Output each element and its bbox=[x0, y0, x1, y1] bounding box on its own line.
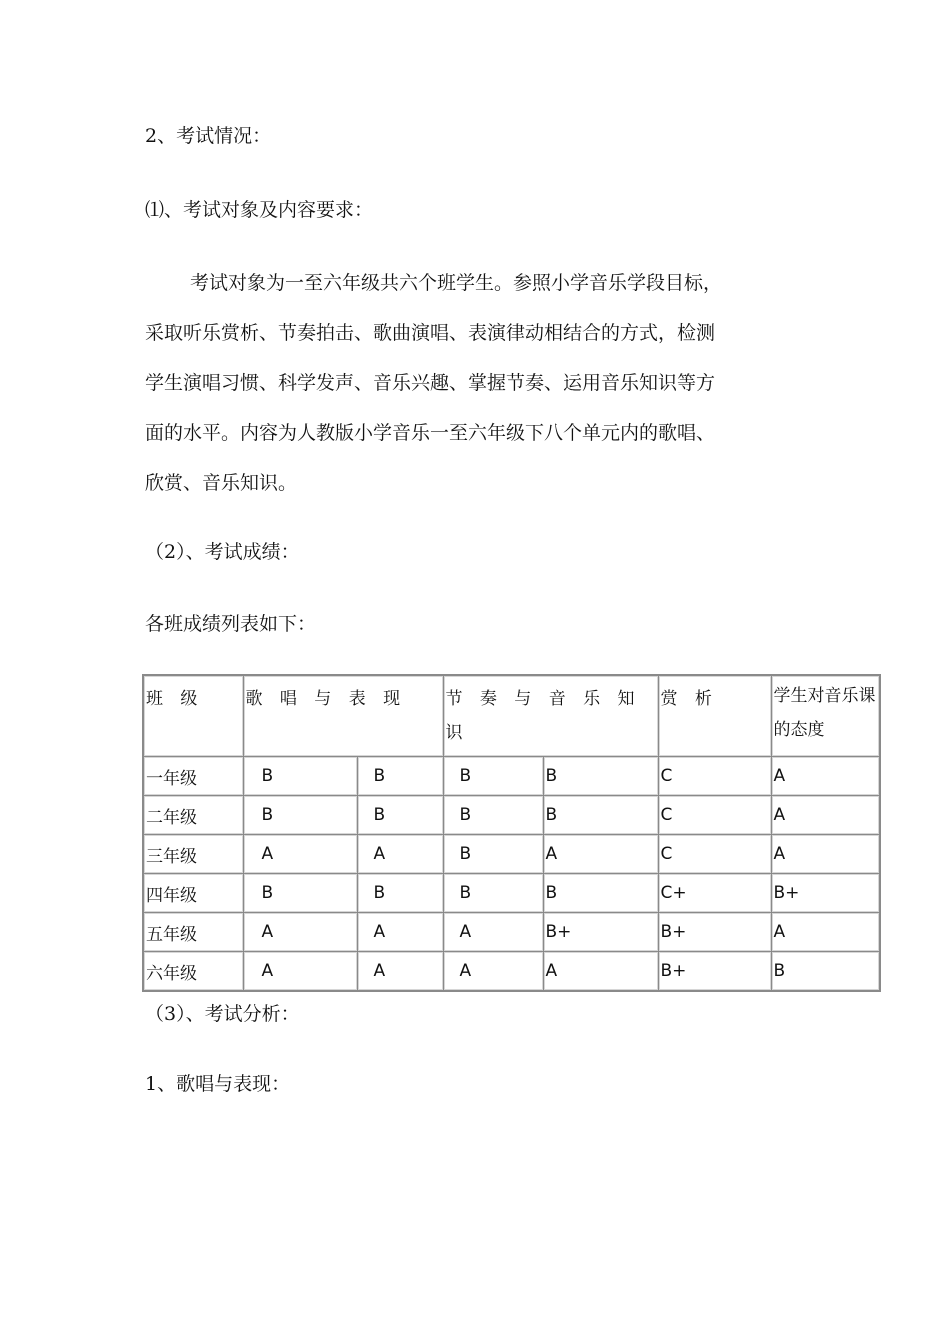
paragraph-line: 欣赏、音乐知识。 bbox=[145, 472, 298, 494]
grade-cell: C bbox=[658, 757, 771, 796]
grade-cell: B bbox=[357, 874, 443, 913]
class-cell: 四年级 bbox=[143, 874, 243, 913]
grade-cell: A bbox=[771, 835, 880, 874]
paragraph-line: 考试对象为一至六年级共六个班学生。参照小学音乐学段目标， bbox=[190, 272, 723, 294]
header-attitude: 学生对音乐课的态度 bbox=[771, 675, 880, 757]
grade-cell: B bbox=[243, 757, 357, 796]
grade-cell: A bbox=[543, 952, 658, 992]
subheading-exam-objects: ⑴、考试对象及内容要求： bbox=[145, 199, 374, 221]
grade-cell: B bbox=[357, 757, 443, 796]
header-rhythm: 节 奏 与 音 乐 知 识 bbox=[443, 675, 658, 757]
grade-cell: A bbox=[357, 952, 443, 992]
grade-cell: A bbox=[357, 835, 443, 874]
grade-cell: A bbox=[771, 913, 880, 952]
grade-cell: C+ bbox=[658, 874, 771, 913]
subheading-exam-scores: （2）、考试成绩： bbox=[145, 541, 300, 563]
table-row bbox=[143, 757, 880, 796]
header-class: 班 级 bbox=[143, 675, 243, 757]
grade-cell: A bbox=[443, 913, 543, 952]
class-cell: 五年级 bbox=[143, 913, 243, 952]
header-appreciation: 赏 析 bbox=[658, 675, 771, 757]
header-singing: 歌 唱 与 表 现 bbox=[243, 675, 443, 757]
grade-cell: A bbox=[243, 913, 357, 952]
table-row bbox=[143, 913, 880, 952]
table-row bbox=[143, 874, 880, 913]
grade-cell: B bbox=[357, 796, 443, 835]
grade-cell: B+ bbox=[771, 874, 880, 913]
grade-cell: B bbox=[443, 835, 543, 874]
grade-cell: C bbox=[658, 796, 771, 835]
grade-cell: B bbox=[443, 874, 543, 913]
grade-cell: B bbox=[543, 757, 658, 796]
grade-cell: B bbox=[543, 796, 658, 835]
class-cell: 三年级 bbox=[143, 835, 243, 874]
grade-cell: C bbox=[658, 835, 771, 874]
table-row bbox=[143, 796, 880, 835]
paragraph-line: 学生演唱习惯、科学发声、音乐兴趣、掌握节奏、运用音乐知识等方 bbox=[145, 372, 716, 394]
section-heading-exam: 2、考试情况： bbox=[145, 125, 272, 147]
section-heading-singing: 1、歌唱与表现： bbox=[145, 1073, 291, 1095]
table-header-row bbox=[143, 675, 880, 757]
grade-cell: B bbox=[443, 757, 543, 796]
table-row bbox=[143, 952, 880, 992]
paragraph-line: 面的水平。内容为人教版小学音乐一至六年级下八个单元内的歌唱、 bbox=[145, 422, 716, 444]
grade-cell: A bbox=[771, 796, 880, 835]
grade-cell: B+ bbox=[658, 952, 771, 992]
grade-cell: A bbox=[771, 757, 880, 796]
class-cell: 二年级 bbox=[143, 796, 243, 835]
grade-cell: B bbox=[443, 796, 543, 835]
class-cell: 六年级 bbox=[143, 952, 243, 992]
table-row bbox=[143, 835, 880, 874]
grade-cell: B bbox=[543, 874, 658, 913]
grade-cell: B+ bbox=[658, 913, 771, 952]
grade-cell: A bbox=[243, 835, 357, 874]
paragraph-line: 采取听乐赏析、节奏拍击、歌曲演唱、表演律动相结合的方式，检测 bbox=[145, 322, 716, 344]
grade-cell: B+ bbox=[543, 913, 658, 952]
grade-cell: A bbox=[543, 835, 658, 874]
grades-table bbox=[142, 674, 881, 992]
class-cell: 一年级 bbox=[143, 757, 243, 796]
subheading-exam-analysis: （3）、考试分析： bbox=[145, 1003, 300, 1025]
grade-cell: B bbox=[243, 874, 357, 913]
grade-cell: A bbox=[243, 952, 357, 992]
grade-cell: B bbox=[771, 952, 880, 992]
grade-cell: A bbox=[443, 952, 543, 992]
grade-cell: B bbox=[243, 796, 357, 835]
grade-cell: A bbox=[357, 913, 443, 952]
table-intro: 各班成绩列表如下： bbox=[145, 613, 317, 635]
